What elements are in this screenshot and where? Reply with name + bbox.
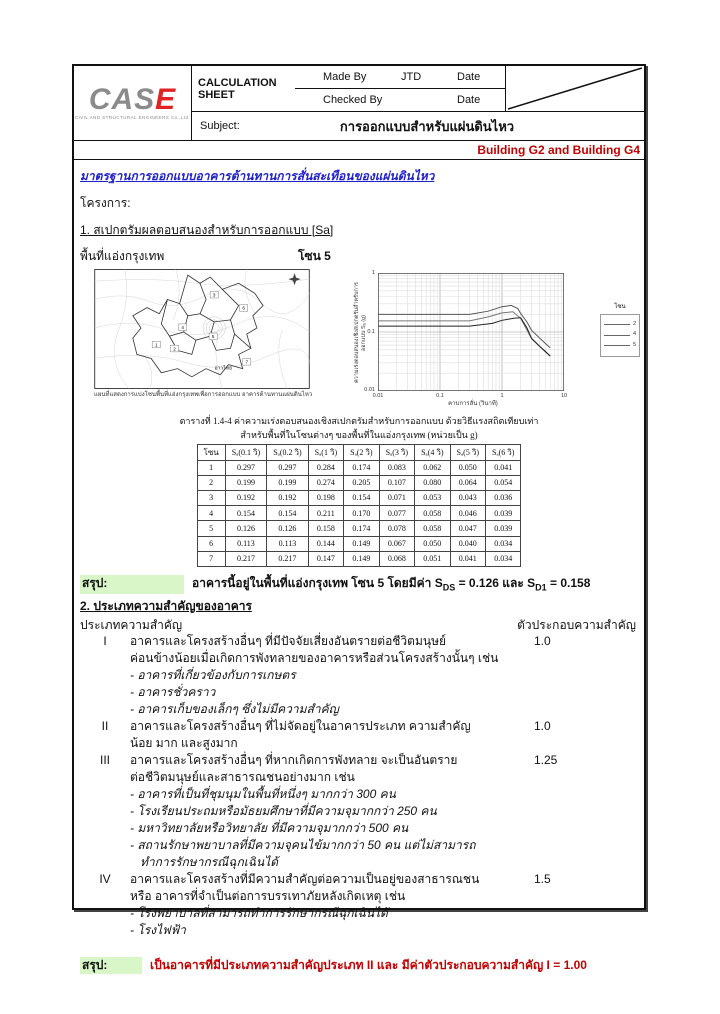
area-row xyxy=(80,248,638,265)
cell-sa02: 0.113 xyxy=(267,536,308,551)
section2-column-headers xyxy=(80,617,638,634)
sa-table-header-cell: Sₐ(5 วิ) xyxy=(450,445,485,460)
category-numeral xyxy=(80,922,130,939)
ytick-01: 0.1 xyxy=(367,329,375,336)
summary-part: = 0.126 และ S xyxy=(455,575,536,590)
category-factor xyxy=(520,888,638,905)
cell-sa2: 0.174 xyxy=(344,521,379,536)
category-text: หรือ อาคารที่จำเป็นต่อการบรรเทาภัยหลังเกิดเหตุ เช่น xyxy=(130,889,406,904)
category-factor xyxy=(520,769,638,786)
cell-sa02: 0.297 xyxy=(267,460,308,475)
category-numeral xyxy=(80,905,130,922)
ytick-1: 1 xyxy=(371,270,375,277)
svg-text:6: 6 xyxy=(242,305,245,311)
summary-part: = 0.158 xyxy=(546,575,591,590)
category-line xyxy=(80,820,638,837)
cell-sa5: 0.041 xyxy=(450,551,485,566)
category-factor xyxy=(520,701,638,718)
cell-sa3: 0.068 xyxy=(379,551,414,566)
calculation-sheet xyxy=(72,64,646,973)
table-row xyxy=(197,460,521,475)
chart-ylabel: ความเร่งตอบสนองเชิงสเปกตรัมสำหรับการออกแบบ Sₐ (g) xyxy=(354,282,367,384)
category-factor xyxy=(520,735,638,752)
legend-box xyxy=(600,314,640,357)
made-by-value: JTD xyxy=(401,71,422,83)
summary-label: สรุป: xyxy=(80,575,184,594)
cell-sa2: 0.154 xyxy=(344,490,379,505)
cell-sa2: 0.174 xyxy=(344,460,379,475)
category-factor: 1.0 xyxy=(534,634,551,649)
company-logo xyxy=(74,66,192,140)
category-text: - โรงพยาบาลที่สามารถทำการรักษากรณีฉุกเฉินได้ xyxy=(130,906,388,921)
category-text: อาคารและโครงสร้างอื่นๆ ที่หากเกิดการพังทลาย จะเป็นอันตราย xyxy=(130,753,458,768)
cell-sa02: 0.192 xyxy=(267,490,308,505)
cell-sa6: 0.039 xyxy=(486,521,521,536)
category-line xyxy=(80,786,638,803)
category-numeral xyxy=(80,803,130,820)
sa-table-header-cell: Sₐ(4 วิ) xyxy=(415,445,450,460)
table-row xyxy=(197,536,521,551)
category-factor xyxy=(520,803,638,820)
sa-table-header-cell: Sₐ(2 วิ) xyxy=(344,445,379,460)
cell-zone: 1 xyxy=(197,460,225,475)
category-line xyxy=(80,871,638,888)
sa-table-body xyxy=(197,460,521,566)
category-factor xyxy=(520,667,638,684)
category-text: ทำการรักษากรณีฉุกเฉินได้ xyxy=(140,855,279,870)
cell-sa6: 0.041 xyxy=(486,460,521,475)
cell-sa3: 0.071 xyxy=(379,490,414,505)
sa-table-header-cell: Sₐ(0.2 วิ) xyxy=(267,445,308,460)
cell-sa6: 0.036 xyxy=(486,490,521,505)
xtick-001: 0.01 xyxy=(372,393,384,400)
cell-sa01: 0.297 xyxy=(225,460,266,475)
table-row xyxy=(197,506,521,521)
cell-sa01: 0.154 xyxy=(225,506,266,521)
category-numeral xyxy=(80,854,130,871)
cell-sa5: 0.046 xyxy=(450,506,485,521)
cell-sa02: 0.217 xyxy=(267,551,308,566)
category-factor xyxy=(520,854,638,871)
category-line xyxy=(80,752,638,769)
cell-sa4: 0.062 xyxy=(415,460,450,475)
category-line xyxy=(80,667,638,684)
cell-sa4: 0.080 xyxy=(415,475,450,490)
table-row xyxy=(197,551,521,566)
cell-sa3: 0.077 xyxy=(379,506,414,521)
summary-part: อาคารนี้อยู่ในพื้นที่แอ่งกรุงเทพ โซน 5 โดยมีค่า S xyxy=(192,575,443,590)
cell-sa01: 0.192 xyxy=(225,490,266,505)
cell-sa02: 0.154 xyxy=(267,506,308,521)
cell-sa6: 0.034 xyxy=(486,536,521,551)
checked-by-label: Checked By xyxy=(323,94,383,106)
logo-wordmark xyxy=(88,83,177,116)
figures-row xyxy=(94,269,638,411)
svg-text:2: 2 xyxy=(173,346,176,352)
category-line xyxy=(80,803,638,820)
table-row xyxy=(197,490,521,505)
category-text: - อาคารชั่วคราว xyxy=(130,685,216,700)
legend-title: โซน xyxy=(614,304,626,311)
legend-entry xyxy=(604,331,636,339)
category-line xyxy=(80,684,638,701)
xtick-10: 10 xyxy=(560,393,568,400)
cell-zone: 5 xyxy=(197,521,225,536)
category-text: อาคารและโครงสร้างอื่นๆ ที่ไม่จัดอยู่ในอาคารประเภท ความสำคัญ xyxy=(130,719,471,734)
sheet-title: CALCULATION SHEET xyxy=(198,76,277,101)
col-importance-type: ประเภทความสำคัญ xyxy=(80,617,183,632)
sa-table-header-row xyxy=(197,445,521,460)
col-importance-factor: ตัวประกอบความสำคัญ xyxy=(517,617,636,632)
date-label: Date xyxy=(457,71,481,83)
category-numeral xyxy=(80,684,130,701)
header-middle xyxy=(192,66,506,111)
legend-entry xyxy=(604,321,636,329)
importance-category-list xyxy=(80,633,638,939)
svg-text:4: 4 xyxy=(181,325,184,331)
xtick-1: 1 xyxy=(500,393,504,400)
category-text: ค่อนข้างน้อยเมื่อเกิดการพังทลายของอาคารหรือส่วนโครงสร้างนั้นๆ เช่น xyxy=(130,651,499,666)
category-numeral xyxy=(80,888,130,905)
map-caption: แผนที่แสดงการแบ่งโซนพื้นที่แอ่งกรุงเทพเพื่อการออกแบบ อาคารต้านทานแผ่นดินไหว xyxy=(94,392,313,399)
section1-title: 1. สเปกตรัมผลตอบสนองสำหรับการออกแบบ [Sa] xyxy=(80,222,334,237)
xtick-01: 0.1 xyxy=(436,393,444,400)
cell-sa1: 0.198 xyxy=(308,490,343,505)
standard-title: มาตรฐานการออกแบบอาคารต้านทานการสั่นสะเทือนของแผ่นดินไหว xyxy=(80,169,435,183)
subject-row xyxy=(192,111,644,140)
category-numeral xyxy=(80,650,130,667)
map-figure xyxy=(94,269,313,411)
category-text: - โรงเรียนประถมหรือมัธยมศึกษาที่มีความจุมากกว่า 250 คน xyxy=(130,804,437,819)
category-numeral: II xyxy=(101,719,109,734)
cell-sa1: 0.158 xyxy=(308,521,343,536)
cell-sa2: 0.149 xyxy=(344,551,379,566)
category-line xyxy=(80,922,638,939)
category-line xyxy=(80,769,638,786)
legend-entry xyxy=(604,342,636,350)
sa-table xyxy=(197,444,522,567)
cell-sa5: 0.043 xyxy=(450,490,485,505)
cell-sa2: 0.149 xyxy=(344,536,379,551)
category-text: - อาคารที่เป็นที่ชุมนุมในพื้นที่หนึ่งๆ มากกว่า 300 คน xyxy=(130,787,396,802)
category-factor: 1.0 xyxy=(534,719,551,734)
cell-zone: 7 xyxy=(197,551,225,566)
sa-table-header-cell: Sₐ(1 วิ) xyxy=(308,445,343,460)
category-line xyxy=(80,650,638,667)
cell-sa1: 0.147 xyxy=(308,551,343,566)
cell-sa3: 0.078 xyxy=(379,521,414,536)
legend-entry-label: 4 xyxy=(632,331,636,338)
cell-sa1: 0.144 xyxy=(308,536,343,551)
svg-text:1: 1 xyxy=(154,342,158,348)
cell-sa4: 0.058 xyxy=(415,506,450,521)
logo-tagline: CIVIL AND STRUCTURAL ENGINEERS Co.,Ltd. xyxy=(74,115,191,120)
svg-text:3: 3 xyxy=(212,292,216,298)
cell-sa1: 0.211 xyxy=(308,506,343,521)
checked-date-label: Date xyxy=(457,94,481,106)
building-banner: Building G2 and Building G4 xyxy=(74,141,644,160)
chart-plot-area xyxy=(378,273,564,391)
cell-sa01: 0.199 xyxy=(225,475,266,490)
cell-sa3: 0.107 xyxy=(379,475,414,490)
category-numeral xyxy=(80,786,130,803)
cell-sa5: 0.047 xyxy=(450,521,485,536)
cell-sa01: 0.126 xyxy=(225,521,266,536)
category-text: - โรงไฟฟ้า xyxy=(130,923,186,938)
cell-sa1: 0.284 xyxy=(308,460,343,475)
category-text: อาคารและโครงสร้างที่มีความสำคัญต่อความเป็นอยู่ของสาธารณชน xyxy=(130,872,480,887)
category-text: - อาคารเก็บของเล็กๆ ซึ่งไม่มีความสำคัญ xyxy=(130,702,339,717)
ytick-001: 0.01 xyxy=(364,387,375,394)
category-numeral xyxy=(80,735,130,752)
category-line xyxy=(80,905,638,922)
cell-sa6: 0.054 xyxy=(486,475,521,490)
category-numeral xyxy=(80,820,130,837)
category-line xyxy=(80,735,638,752)
cell-sa4: 0.050 xyxy=(415,536,450,551)
summary-importance xyxy=(80,957,638,974)
cell-sa3: 0.067 xyxy=(379,536,414,551)
subject-value: การออกแบบสำหรับแผ่นดินไหว xyxy=(339,118,515,134)
sea-label: อ่าวไทย xyxy=(214,365,233,372)
category-numeral: IV xyxy=(99,872,111,887)
chart-legend xyxy=(600,303,640,356)
sheet-header xyxy=(74,66,644,141)
sa-table-header-cell: โซน xyxy=(197,445,225,460)
bangkok-zone-map xyxy=(94,269,310,389)
legend-line-sample xyxy=(604,345,630,346)
legend-line-sample xyxy=(604,324,630,325)
legend-entry-label: 2 xyxy=(632,320,636,327)
legend-entry-label: 5 xyxy=(632,341,636,348)
cell-sa2: 0.205 xyxy=(344,475,379,490)
diagonal-line xyxy=(506,66,644,111)
category-numeral xyxy=(80,667,130,684)
table-row xyxy=(197,475,521,490)
cell-sa3: 0.083 xyxy=(379,460,414,475)
project-label: โครงการ: xyxy=(80,195,131,210)
cell-sa02: 0.199 xyxy=(267,475,308,490)
sa-table-header-cell: Sₐ(6 วิ) xyxy=(486,445,521,460)
table-caption-line1: ตารางที่ 1.4-4 ค่าความเร่งตอบสนองเชิงสเปกตรัมสำหรับการออกแบบ ด้วยวิธีแรงสถิตเทียบเท่า xyxy=(179,416,539,427)
sheet-body xyxy=(74,160,644,974)
category-line xyxy=(80,718,638,735)
category-factor xyxy=(520,684,638,701)
category-text: น้อย มาก และสูงมาก xyxy=(130,736,238,751)
category-factor: 1.5 xyxy=(534,872,551,887)
sds-subscript: DS xyxy=(442,582,456,593)
cell-zone: 2 xyxy=(197,475,225,490)
category-numeral xyxy=(80,837,130,854)
category-factor xyxy=(520,922,638,939)
category-text: - อาคารที่เกี่ยวข้องกับการเกษตร xyxy=(130,668,296,683)
svg-text:7: 7 xyxy=(245,359,249,365)
category-numeral: I xyxy=(103,634,107,649)
cell-sa5: 0.050 xyxy=(450,460,485,475)
cell-sa2: 0.170 xyxy=(344,506,379,521)
table-row xyxy=(197,521,521,536)
cell-sa6: 0.034 xyxy=(486,551,521,566)
category-line xyxy=(80,633,638,650)
cell-sa4: 0.058 xyxy=(415,521,450,536)
section2-title: 2. ประเภทความสำคัญของอาคาร xyxy=(80,598,252,613)
subject-label: Subject: xyxy=(200,120,240,132)
category-line xyxy=(80,701,638,718)
cell-sa6: 0.039 xyxy=(486,506,521,521)
cell-zone: 3 xyxy=(197,490,225,505)
chart-xlabel: คาบการสั่น (วินาที) xyxy=(448,401,498,408)
revision-box xyxy=(506,66,644,111)
cell-zone: 4 xyxy=(197,506,225,521)
category-text: - มหาวิทยาลัยหรือวิทยาลัย ที่มีความจุมากกว่า 500 คน xyxy=(130,821,409,836)
sd1-subscript: D1 xyxy=(535,582,547,593)
cell-sa4: 0.053 xyxy=(415,490,450,505)
cell-zone: 6 xyxy=(197,536,225,551)
signoff-block xyxy=(295,66,505,111)
zone-label: โซน 5 xyxy=(298,249,331,264)
category-factor: 1.25 xyxy=(534,753,558,768)
category-numeral xyxy=(80,769,130,786)
spectrum-chart xyxy=(352,269,638,411)
category-numeral: III xyxy=(99,753,110,768)
cell-sa02: 0.126 xyxy=(267,521,308,536)
category-factor xyxy=(520,650,638,667)
category-numeral xyxy=(80,701,130,718)
made-by-row xyxy=(295,66,505,89)
sa-table-header-cell: Sₐ(0.1 วิ) xyxy=(225,445,266,460)
summary-importance-text: เป็นอาคารที่มีประเภทความสำคัญประเภท II และ มีค่าตัวประกอบความสำคัญ I = 1.00 xyxy=(150,958,587,973)
category-text: อาคารและโครงสร้างอื่นๆ ที่มีปัจจัยเสี่ยงอันตรายต่อชีวิตมนุษย์ xyxy=(130,634,447,649)
checked-by-row xyxy=(295,89,505,111)
cell-sa4: 0.051 xyxy=(415,551,450,566)
cell-sa5: 0.064 xyxy=(450,475,485,490)
cell-sa01: 0.217 xyxy=(225,551,266,566)
category-line xyxy=(80,837,638,854)
summary-zone-text xyxy=(192,575,590,594)
summary-zone xyxy=(80,575,638,594)
cell-sa1: 0.274 xyxy=(308,475,343,490)
category-line xyxy=(80,888,638,905)
category-line xyxy=(80,854,638,871)
sa-table-header-cell: Sₐ(3 วิ) xyxy=(379,445,414,460)
category-text: - สถานรักษาพยาบาลที่มีความจุคนไข้มากกว่า 50 คน แต่ไม่สามารถ xyxy=(130,838,476,853)
logo-text-gray: CAS xyxy=(88,83,156,116)
legend-line-sample xyxy=(604,335,630,336)
made-by-label: Made By xyxy=(323,71,367,83)
logo-text-red: E xyxy=(155,83,177,116)
table-caption-line2: สำหรับพื้นที่ในโซนต่างๆ ของพื้นที่ในแอ่งกรุงเทพ (หน่วยเป็น g) xyxy=(240,429,478,440)
category-factor xyxy=(520,905,638,922)
category-text: ต่อชีวิตมนุษย์และสาธารณชนอย่างมาก เช่น xyxy=(130,770,355,785)
area-label: พื้นที่แอ่งกรุงเทพ xyxy=(80,249,165,264)
cell-sa5: 0.040 xyxy=(450,536,485,551)
cell-sa01: 0.113 xyxy=(225,536,266,551)
category-factor xyxy=(520,837,638,854)
summary-label: สรุป: xyxy=(80,957,142,974)
category-factor xyxy=(520,820,638,837)
svg-text:5: 5 xyxy=(211,334,215,340)
category-factor xyxy=(520,786,638,803)
